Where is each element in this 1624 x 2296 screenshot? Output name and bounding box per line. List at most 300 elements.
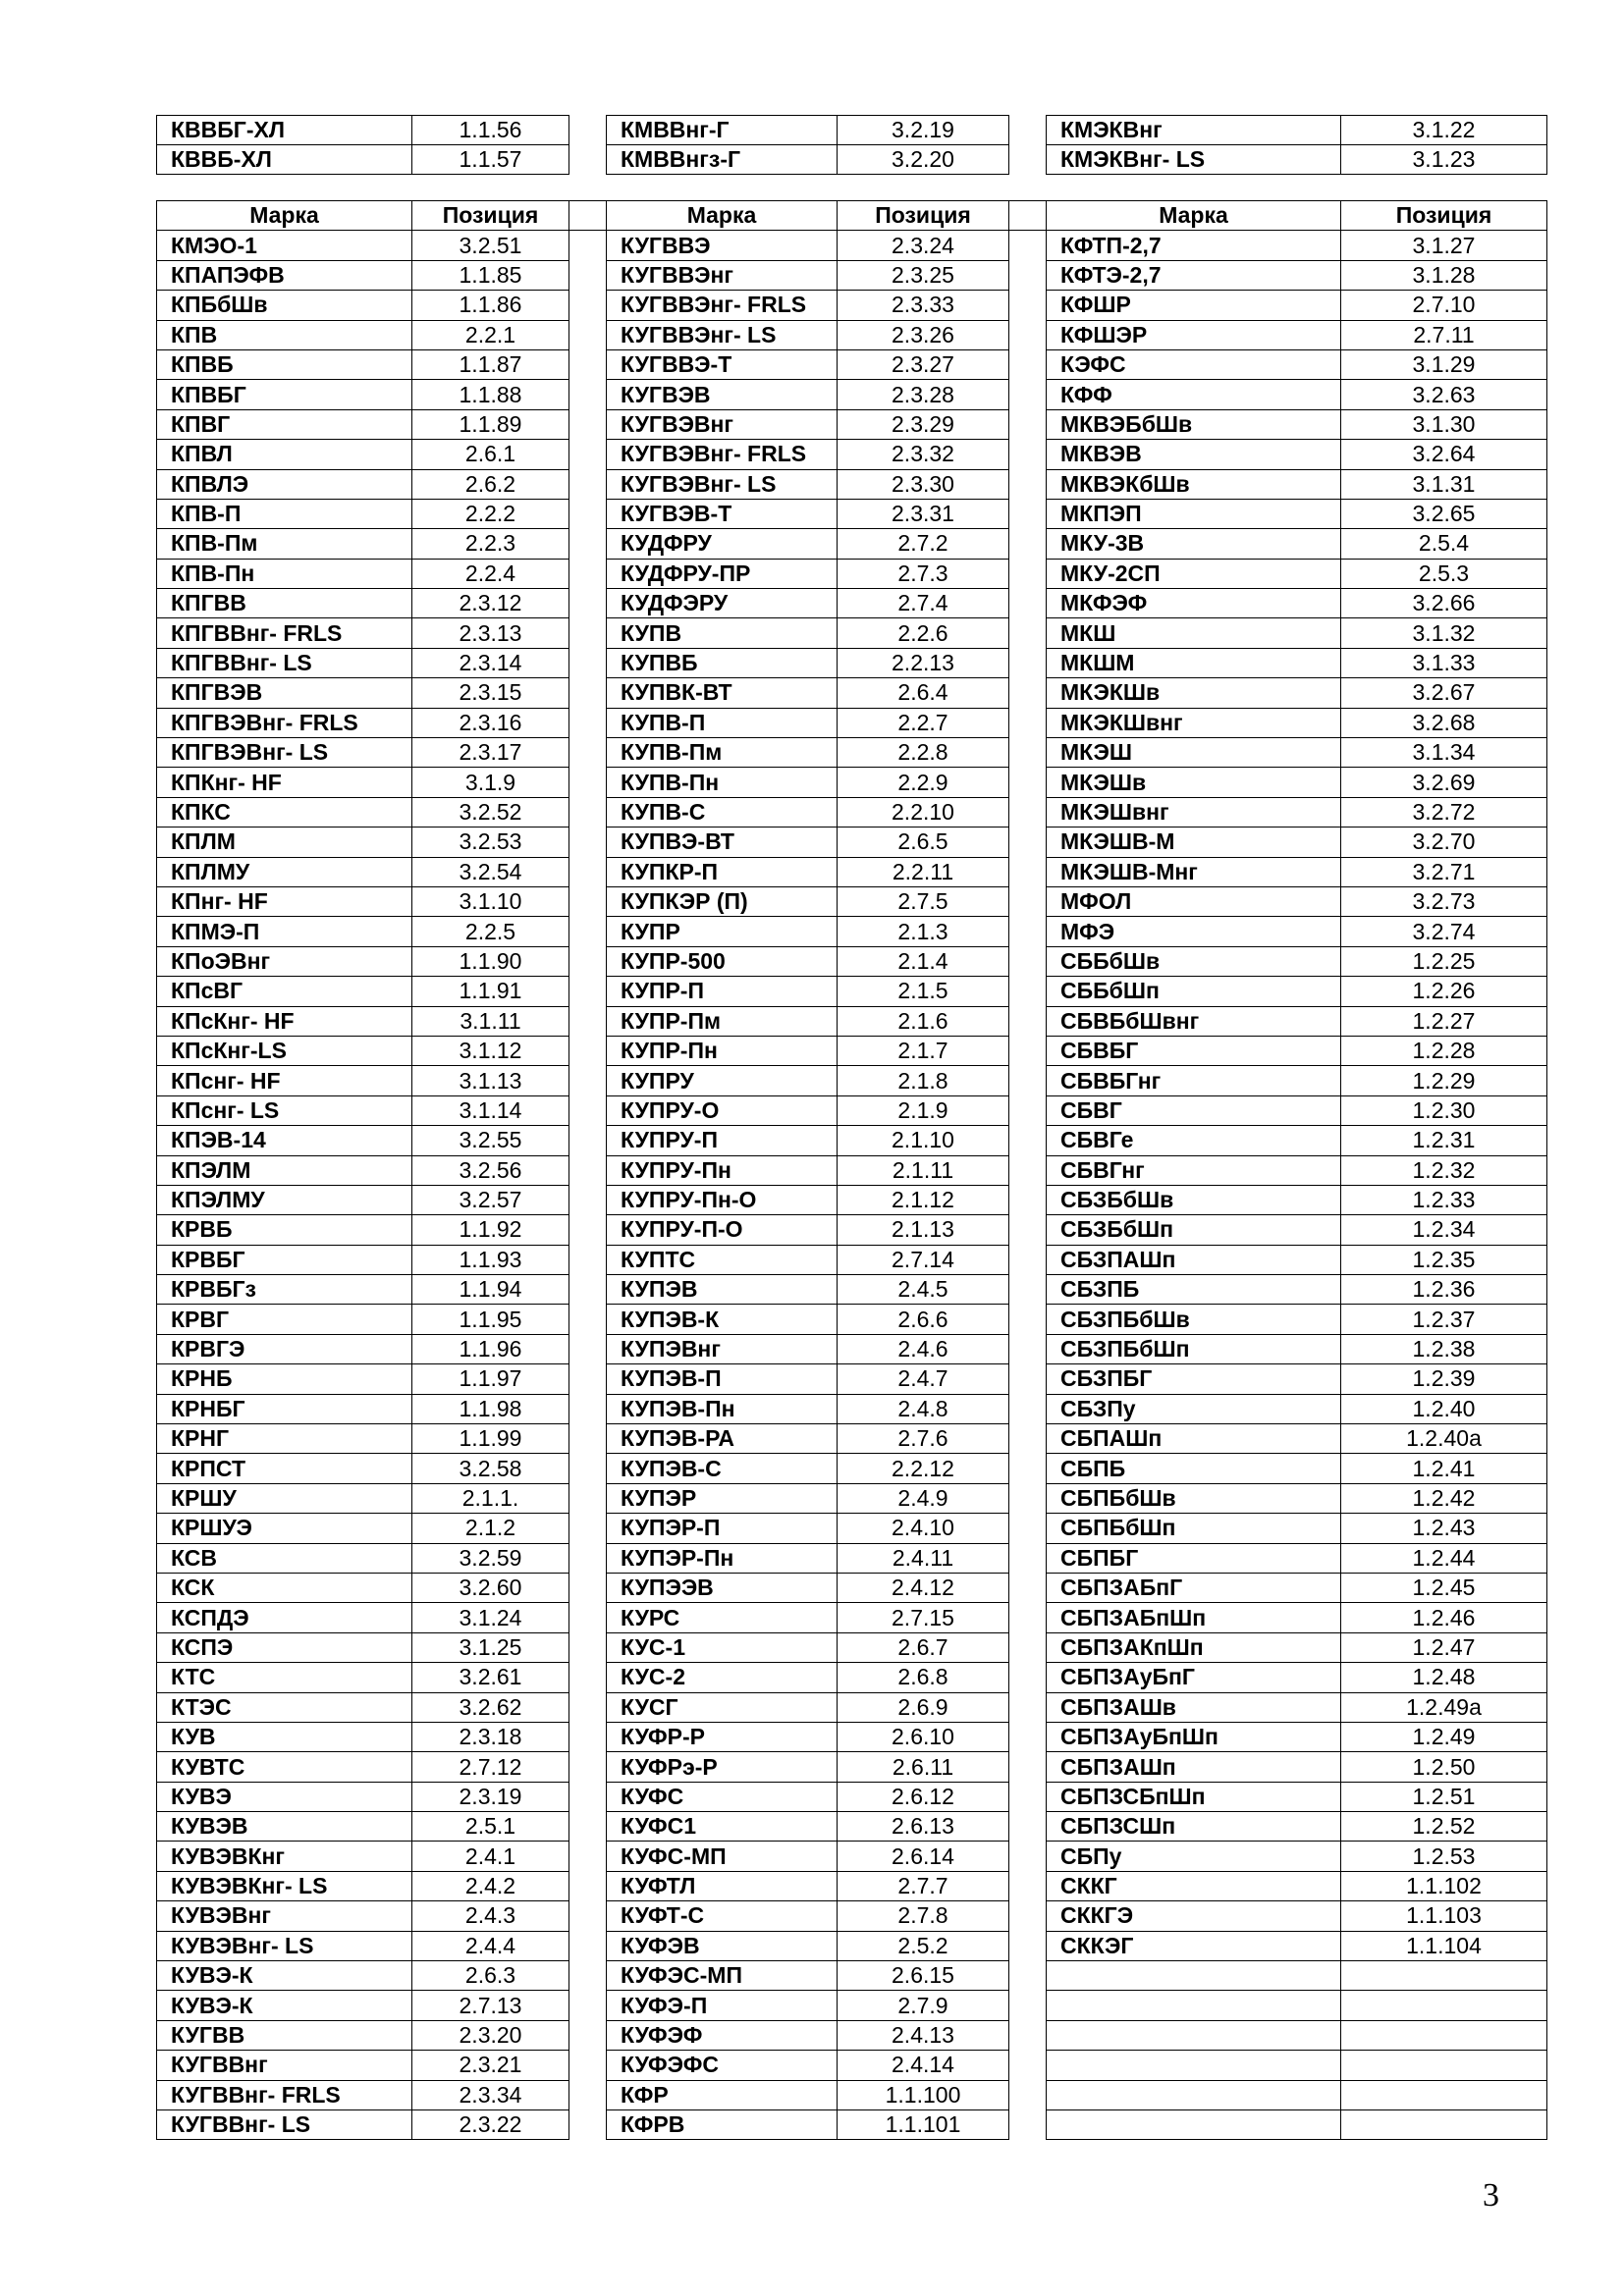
position-code: 2.3.29 bbox=[838, 409, 1009, 439]
column-gap bbox=[569, 2051, 607, 2080]
position-code: 1.2.40 bbox=[1341, 1394, 1547, 1423]
position-code: 2.6.2 bbox=[412, 469, 569, 499]
table-row bbox=[157, 559, 1547, 588]
cable-mark: КУФЭ-П bbox=[607, 1991, 838, 2020]
position-code: 1.2.39 bbox=[1341, 1364, 1547, 1394]
position-code: 1.1.101 bbox=[838, 2110, 1009, 2140]
position-code: 1.1.89 bbox=[412, 409, 569, 439]
cable-mark: КУПВ-П bbox=[607, 708, 838, 737]
cable-mark: КПЭВ-14 bbox=[157, 1126, 412, 1155]
position-code: 2.6.5 bbox=[838, 828, 1009, 857]
table-row bbox=[157, 1782, 1547, 1811]
cable-mark: КУРС bbox=[607, 1603, 838, 1632]
cable-mark: КУВЭВ bbox=[157, 1812, 412, 1842]
position-code: 1.2.26 bbox=[1341, 977, 1547, 1006]
cable-mark: КУФЭС-МП bbox=[607, 1961, 838, 1991]
column-gap bbox=[1009, 1006, 1047, 1036]
cable-mark: МКПЭП bbox=[1047, 499, 1341, 528]
column-gap bbox=[1009, 349, 1047, 379]
position-code: 3.1.32 bbox=[1341, 618, 1547, 648]
position-code: 2.7.9 bbox=[838, 1991, 1009, 2020]
column-gap bbox=[1009, 589, 1047, 618]
cable-mark: КУПЭР-П bbox=[607, 1514, 838, 1543]
position-code: 2.3.24 bbox=[838, 231, 1009, 260]
position-code: 1.1.100 bbox=[838, 2080, 1009, 2109]
column-gap bbox=[569, 1185, 607, 1214]
column-gap bbox=[1009, 1931, 1047, 1960]
position-code bbox=[1341, 2080, 1547, 2109]
position-code: 3.2.62 bbox=[412, 1692, 569, 1722]
column-gap bbox=[1009, 1722, 1047, 1751]
cable-mark: СБПБ bbox=[1047, 1454, 1341, 1483]
cable-mark: КУГВВЭ-Т bbox=[607, 349, 838, 379]
cable-mark: КПоЭВнг bbox=[157, 946, 412, 976]
cable-mark: КФР bbox=[607, 2080, 838, 2109]
header-pozitsiya-3: Позиция bbox=[1341, 201, 1547, 231]
cable-mark: КУПРУ-П bbox=[607, 1126, 838, 1155]
position-code: 1.2.49 bbox=[1341, 1722, 1547, 1751]
cable-mark: СБЗПБбШп bbox=[1047, 1334, 1341, 1363]
position-code: 2.1.12 bbox=[838, 1185, 1009, 1214]
cable-mark: СБПБбШп bbox=[1047, 1514, 1341, 1543]
column-gap bbox=[1009, 1066, 1047, 1095]
position-code: 2.5.3 bbox=[1341, 559, 1547, 588]
cable-mark: КПЭЛМУ bbox=[157, 1185, 412, 1214]
position-code: 2.1.1. bbox=[412, 1483, 569, 1513]
table-row bbox=[157, 708, 1547, 737]
cable-mark: КУФЭФС bbox=[607, 2051, 838, 2080]
column-gap bbox=[569, 738, 607, 768]
column-gap bbox=[1009, 1394, 1047, 1423]
cable-mark bbox=[1047, 2020, 1341, 2050]
position-code: 3.1.29 bbox=[1341, 349, 1547, 379]
cable-mark: КРВГЭ bbox=[157, 1334, 412, 1363]
column-gap bbox=[1009, 886, 1047, 916]
cable-mark: КУПЭВ-РА bbox=[607, 1424, 838, 1454]
column-gap bbox=[1009, 559, 1047, 588]
column-gap bbox=[569, 1095, 607, 1125]
position-code: 2.3.13 bbox=[412, 618, 569, 648]
position-code: 2.4.9 bbox=[838, 1483, 1009, 1513]
cable-mark: СБЗПБбШв bbox=[1047, 1305, 1341, 1334]
cable-mark: КУПТС bbox=[607, 1245, 838, 1274]
position-code: 1.2.38 bbox=[1341, 1334, 1547, 1363]
cable-mark: СБПЗАБпШп bbox=[1047, 1603, 1341, 1632]
cable-mark: МКВЭВ bbox=[1047, 440, 1341, 469]
table-row bbox=[157, 1961, 1547, 1991]
position-code: 3.1.30 bbox=[1341, 409, 1547, 439]
cable-mark: КСК bbox=[157, 1573, 412, 1602]
column-gap bbox=[569, 857, 607, 886]
cable-mark: КПВЛЭ bbox=[157, 469, 412, 499]
table-row bbox=[157, 380, 1547, 409]
cable-mark: КУПР bbox=[607, 917, 838, 946]
position-code: 2.6.14 bbox=[838, 1842, 1009, 1871]
position-code: 2.6.1 bbox=[412, 440, 569, 469]
cable-mark: КТЭС bbox=[157, 1692, 412, 1722]
cable-mark: КУПЭВ bbox=[607, 1275, 838, 1305]
column-gap bbox=[569, 618, 607, 648]
position-code: 3.2.53 bbox=[412, 828, 569, 857]
position-code: 2.4.1 bbox=[412, 1842, 569, 1871]
header-pozitsiya-2: Позиция bbox=[838, 201, 1009, 231]
column-gap bbox=[1009, 1871, 1047, 1900]
page-number: 3 bbox=[1483, 2177, 1499, 2214]
cable-mark: КУВ bbox=[157, 1722, 412, 1751]
position-code: 2.3.19 bbox=[412, 1782, 569, 1811]
table-row bbox=[157, 648, 1547, 677]
cable-mark: КУПЭР bbox=[607, 1483, 838, 1513]
column-gap bbox=[569, 1692, 607, 1722]
position-code: 1.2.53 bbox=[1341, 1842, 1547, 1871]
table-row bbox=[157, 2080, 1547, 2109]
column-gap bbox=[569, 1812, 607, 1842]
position-code bbox=[1341, 1991, 1547, 2020]
position-code: 2.1.6 bbox=[838, 1006, 1009, 1036]
table-row bbox=[157, 797, 1547, 827]
position-code: 2.3.12 bbox=[412, 589, 569, 618]
table-row bbox=[157, 1483, 1547, 1513]
cable-mark: СККЭГ bbox=[1047, 1931, 1341, 1960]
cable-mark: МКЭКШвнг bbox=[1047, 708, 1341, 737]
position-code: 1.2.34 bbox=[1341, 1215, 1547, 1245]
position-code: 1.2.48 bbox=[1341, 1663, 1547, 1692]
column-gap bbox=[1009, 1155, 1047, 1185]
column-gap bbox=[569, 440, 607, 469]
position-code: 2.4.10 bbox=[838, 1514, 1009, 1543]
position-code: 2.7.6 bbox=[838, 1424, 1009, 1454]
cable-mark: СББбШп bbox=[1047, 977, 1341, 1006]
table-row bbox=[157, 768, 1547, 797]
position-code: 1.1.92 bbox=[412, 1215, 569, 1245]
cable-mark: СБПБбШв bbox=[1047, 1483, 1341, 1513]
column-gap bbox=[569, 797, 607, 827]
column-gap bbox=[1009, 440, 1047, 469]
cable-mark: КПБбШв bbox=[157, 291, 412, 320]
cable-mark: КУГВЭВнг- LS bbox=[607, 469, 838, 499]
cable-mark: КУФТ-С bbox=[607, 1901, 838, 1931]
table-header bbox=[157, 201, 1547, 231]
position-code: 3.2.51 bbox=[412, 231, 569, 260]
position-code: 1.1.56 bbox=[412, 116, 569, 145]
cable-mark: СБПАШп bbox=[1047, 1424, 1341, 1454]
position-code: 2.2.5 bbox=[412, 917, 569, 946]
cable-mark: КУВЭ bbox=[157, 1782, 412, 1811]
position-code: 2.7.14 bbox=[838, 1245, 1009, 1274]
table-row bbox=[157, 1334, 1547, 1363]
position-code: 3.1.24 bbox=[412, 1603, 569, 1632]
cable-mark: КРШУ bbox=[157, 1483, 412, 1513]
position-code: 3.1.31 bbox=[1341, 469, 1547, 499]
position-code: 2.4.6 bbox=[838, 1334, 1009, 1363]
position-code: 3.1.11 bbox=[412, 1006, 569, 1036]
cable-mark: КУПЭВ-С bbox=[607, 1454, 838, 1483]
position-code: 2.7.13 bbox=[412, 1991, 569, 2020]
position-code: 2.7.12 bbox=[412, 1752, 569, 1782]
position-code: 2.7.15 bbox=[838, 1603, 1009, 1632]
cable-mark: КУГВВЭ bbox=[607, 231, 838, 260]
header-marka-3: Марка bbox=[1047, 201, 1341, 231]
cable-mark: КУПВК-ВТ bbox=[607, 678, 838, 708]
position-code: 1.2.40а bbox=[1341, 1424, 1547, 1454]
column-gap bbox=[1009, 738, 1047, 768]
position-code: 2.1.8 bbox=[838, 1066, 1009, 1095]
column-gap bbox=[569, 1155, 607, 1185]
cable-mark: МФОЛ bbox=[1047, 886, 1341, 916]
cable-mark: МКВЭКбШв bbox=[1047, 469, 1341, 499]
position-code: 3.2.67 bbox=[1341, 678, 1547, 708]
table-row bbox=[157, 1603, 1547, 1632]
column-gap bbox=[569, 145, 607, 175]
cable-mark: КПГВВнг- LS bbox=[157, 648, 412, 677]
cable-mark: КУГВВЭнг bbox=[607, 260, 838, 290]
column-gap bbox=[1009, 1514, 1047, 1543]
cable-mark: МКУ-3В bbox=[1047, 529, 1341, 559]
position-code: 1.1.99 bbox=[412, 1424, 569, 1454]
column-gap bbox=[1009, 1364, 1047, 1394]
cable-mark: КУПВ bbox=[607, 618, 838, 648]
cable-mark: КФШР bbox=[1047, 291, 1341, 320]
column-gap bbox=[1009, 1543, 1047, 1573]
column-gap bbox=[1009, 1126, 1047, 1155]
cable-mark: КПсКнг-LS bbox=[157, 1036, 412, 1065]
position-code: 1.2.29 bbox=[1341, 1066, 1547, 1095]
column-gap bbox=[569, 201, 607, 231]
position-code: 2.1.7 bbox=[838, 1036, 1009, 1065]
cable-mark: СБПЗСШп bbox=[1047, 1812, 1341, 1842]
position-code: 1.2.45 bbox=[1341, 1573, 1547, 1602]
cable-mark: КТС bbox=[157, 1663, 412, 1692]
cable-mark: КРВБ bbox=[157, 1215, 412, 1245]
column-gap bbox=[569, 116, 607, 145]
table-row bbox=[157, 1006, 1547, 1036]
position-code: 1.1.88 bbox=[412, 380, 569, 409]
position-code: 2.4.13 bbox=[838, 2020, 1009, 2050]
column-gap bbox=[569, 1126, 607, 1155]
position-code: 3.2.60 bbox=[412, 1573, 569, 1602]
column-gap bbox=[1009, 2080, 1047, 2109]
cable-mark: СБЗПБГ bbox=[1047, 1364, 1341, 1394]
table-row bbox=[157, 1901, 1547, 1931]
position-code: 2.7.4 bbox=[838, 589, 1009, 618]
column-gap bbox=[1009, 1215, 1047, 1245]
cable-mark: КУФС bbox=[607, 1782, 838, 1811]
table-row bbox=[157, 409, 1547, 439]
position-code: 2.3.27 bbox=[838, 349, 1009, 379]
cable-mark: КРВБГ bbox=[157, 1245, 412, 1274]
column-gap bbox=[569, 1275, 607, 1305]
column-gap bbox=[1009, 1632, 1047, 1662]
position-code: 1.1.94 bbox=[412, 1275, 569, 1305]
table-row bbox=[157, 1991, 1547, 2020]
position-code: 1.2.41 bbox=[1341, 1454, 1547, 1483]
position-code: 2.3.16 bbox=[412, 708, 569, 737]
cable-mark: КУПРУ-Пн-О bbox=[607, 1185, 838, 1214]
position-code: 2.6.9 bbox=[838, 1692, 1009, 1722]
position-code: 2.1.13 bbox=[838, 1215, 1009, 1245]
position-code: 2.7.10 bbox=[1341, 291, 1547, 320]
position-code: 1.2.46 bbox=[1341, 1603, 1547, 1632]
table-row bbox=[157, 291, 1547, 320]
position-code: 3.2.65 bbox=[1341, 499, 1547, 528]
position-code: 1.2.25 bbox=[1341, 946, 1547, 976]
position-code: 3.1.23 bbox=[1341, 145, 1547, 175]
column-gap bbox=[569, 2110, 607, 2140]
cable-mark: КУПРУ-П-О bbox=[607, 1215, 838, 1245]
column-gap bbox=[1009, 946, 1047, 976]
column-gap bbox=[569, 886, 607, 916]
position-code: 3.2.57 bbox=[412, 1185, 569, 1214]
cable-mark: КПКС bbox=[157, 797, 412, 827]
cable-mark bbox=[1047, 1991, 1341, 2020]
position-code: 3.2.64 bbox=[1341, 440, 1547, 469]
column-gap bbox=[569, 231, 607, 260]
position-code: 1.2.33 bbox=[1341, 1185, 1547, 1214]
column-gap bbox=[1009, 2051, 1047, 2080]
cable-mark: СБЗПу bbox=[1047, 1394, 1341, 1423]
position-code: 2.2.7 bbox=[838, 708, 1009, 737]
column-gap bbox=[569, 946, 607, 976]
column-gap bbox=[569, 678, 607, 708]
position-code: 2.6.15 bbox=[838, 1961, 1009, 1991]
column-gap bbox=[1009, 977, 1047, 1006]
column-gap bbox=[569, 768, 607, 797]
position-code: 3.2.54 bbox=[412, 857, 569, 886]
cable-mark: КУДФРУ bbox=[607, 529, 838, 559]
cable-mark: КУДФРУ-ПР bbox=[607, 559, 838, 588]
cable-mark: КУС-1 bbox=[607, 1632, 838, 1662]
position-code: 2.4.3 bbox=[412, 1901, 569, 1931]
position-code: 3.1.9 bbox=[412, 768, 569, 797]
cable-mark: КВВБ-ХЛ bbox=[157, 145, 412, 175]
cable-mark: КУПЭВ-К bbox=[607, 1305, 838, 1334]
cable-mark: КПГВВнг- FRLS bbox=[157, 618, 412, 648]
column-gap bbox=[1009, 1095, 1047, 1125]
column-gap bbox=[569, 1901, 607, 1931]
column-gap bbox=[1009, 1782, 1047, 1811]
cable-mark: КПКнг- HF bbox=[157, 768, 412, 797]
cable-mark: СБПЗАКпШп bbox=[1047, 1632, 1341, 1662]
position-code: 3.2.68 bbox=[1341, 708, 1547, 737]
position-code: 1.1.91 bbox=[412, 977, 569, 1006]
column-gap bbox=[569, 1752, 607, 1782]
position-code: 1.1.85 bbox=[412, 260, 569, 290]
position-code: 2.2.8 bbox=[838, 738, 1009, 768]
column-gap bbox=[1009, 1991, 1047, 2020]
position-code: 3.1.12 bbox=[412, 1036, 569, 1065]
column-gap bbox=[569, 1364, 607, 1394]
cable-mark: МКЭШВ-Мнг bbox=[1047, 857, 1341, 886]
cable-mark: КРПСТ bbox=[157, 1454, 412, 1483]
table-row bbox=[157, 1454, 1547, 1483]
column-gap bbox=[1009, 1305, 1047, 1334]
cable-mark: КУПЭЭВ bbox=[607, 1573, 838, 1602]
cable-mark: КСПЭ bbox=[157, 1632, 412, 1662]
table-row bbox=[157, 1215, 1547, 1245]
cable-mark: КУГВВЭнг- LS bbox=[607, 320, 838, 349]
position-code: 2.3.32 bbox=[838, 440, 1009, 469]
column-gap bbox=[1009, 1961, 1047, 1991]
position-code: 2.6.6 bbox=[838, 1305, 1009, 1334]
position-code: 1.1.95 bbox=[412, 1305, 569, 1334]
cable-mark: КФТП-2,7 bbox=[1047, 231, 1341, 260]
column-gap bbox=[1009, 116, 1047, 145]
cable-mark: КУПЭВнг bbox=[607, 1334, 838, 1363]
column-gap bbox=[569, 2080, 607, 2109]
cable-mark: СБВГ bbox=[1047, 1095, 1341, 1125]
table-row bbox=[157, 529, 1547, 559]
column-gap bbox=[569, 1305, 607, 1334]
cable-mark: КУВТС bbox=[157, 1752, 412, 1782]
cable-mark: КУФТЛ bbox=[607, 1871, 838, 1900]
cable-mark: КМЭКВнг bbox=[1047, 116, 1341, 145]
column-gap bbox=[569, 708, 607, 737]
cable-mark: СБВГе bbox=[1047, 1126, 1341, 1155]
position-code: 3.2.52 bbox=[412, 797, 569, 827]
column-gap bbox=[569, 1215, 607, 1245]
position-code bbox=[1341, 2051, 1547, 2080]
column-gap bbox=[569, 1454, 607, 1483]
cable-mark: КУФЭВ bbox=[607, 1931, 838, 1960]
position-code: 2.2.1 bbox=[412, 320, 569, 349]
column-gap bbox=[569, 1006, 607, 1036]
column-gap bbox=[1009, 260, 1047, 290]
cable-mark: КУДФЭРУ bbox=[607, 589, 838, 618]
cable-mark: КПВГ bbox=[157, 409, 412, 439]
cable-mark: КПЛМ bbox=[157, 828, 412, 857]
position-code: 2.7.2 bbox=[838, 529, 1009, 559]
column-gap bbox=[1009, 917, 1047, 946]
position-code: 2.3.18 bbox=[412, 1722, 569, 1751]
position-code: 2.2.13 bbox=[838, 648, 1009, 677]
table-row bbox=[157, 886, 1547, 916]
cable-mark: СБПЗАШв bbox=[1047, 1692, 1341, 1722]
table-row bbox=[157, 469, 1547, 499]
cable-mark: КПМЭ-П bbox=[157, 917, 412, 946]
position-code: 1.2.27 bbox=[1341, 1006, 1547, 1036]
cable-mark: СБЗПАШп bbox=[1047, 1245, 1341, 1274]
cable-mark: МКЭШВ-М bbox=[1047, 828, 1341, 857]
cable-mark: КУПКР-П bbox=[607, 857, 838, 886]
cable-mark: КЭФС bbox=[1047, 349, 1341, 379]
position-code: 1.2.52 bbox=[1341, 1812, 1547, 1842]
column-gap bbox=[569, 320, 607, 349]
column-gap bbox=[1009, 1692, 1047, 1722]
cable-mark: МКВЭБбШв bbox=[1047, 409, 1341, 439]
cable-mark: КУПВЭ-ВТ bbox=[607, 828, 838, 857]
position-code: 2.5.2 bbox=[838, 1931, 1009, 1960]
cable-mark: СБПЗАуБпГ bbox=[1047, 1663, 1341, 1692]
position-code: 2.2.2 bbox=[412, 499, 569, 528]
position-code: 2.7.8 bbox=[838, 1901, 1009, 1931]
position-code: 3.2.59 bbox=[412, 1543, 569, 1573]
position-code: 3.2.74 bbox=[1341, 917, 1547, 946]
column-gap bbox=[1009, 648, 1047, 677]
position-code: 2.4.5 bbox=[838, 1275, 1009, 1305]
cable-mark: КФШЭР bbox=[1047, 320, 1341, 349]
table-row bbox=[157, 1095, 1547, 1125]
header-pozitsiya-1: Позиция bbox=[412, 201, 569, 231]
position-code: 3.1.10 bbox=[412, 886, 569, 916]
column-gap bbox=[569, 1394, 607, 1423]
table-row bbox=[157, 349, 1547, 379]
position-code: 2.3.25 bbox=[838, 260, 1009, 290]
position-code: 2.2.12 bbox=[838, 1454, 1009, 1483]
cable-mark: СБВГнг bbox=[1047, 1155, 1341, 1185]
table-row bbox=[157, 1364, 1547, 1394]
column-gap bbox=[569, 2020, 607, 2050]
table-row bbox=[157, 260, 1547, 290]
